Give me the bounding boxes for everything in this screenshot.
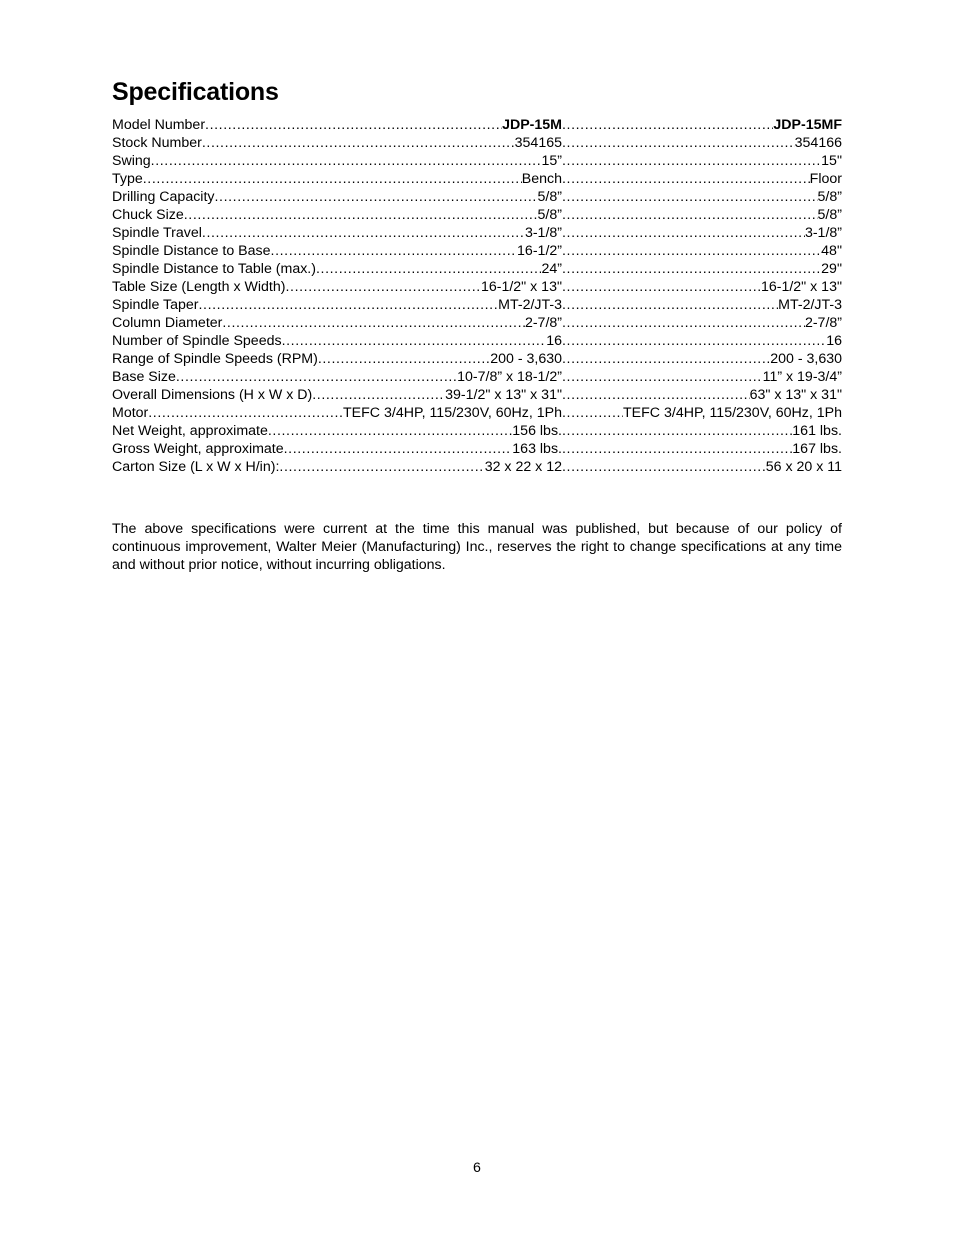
spec-label: Column Diameter bbox=[112, 315, 223, 331]
spec-label: Number of Spindle Speeds bbox=[112, 333, 282, 349]
spec-value-jdp-15m: 5/8” bbox=[537, 207, 562, 223]
spec-value-jdp-15m: 5/8” bbox=[537, 189, 562, 205]
spec-value-jdp-15mf: 16 bbox=[826, 333, 842, 349]
spec-row-spindle-travel bbox=[112, 224, 842, 242]
dot-leader bbox=[562, 332, 826, 350]
spec-label: Gross Weight, approximate bbox=[112, 441, 284, 457]
spec-value-jdp-15mf: 161 lbs. bbox=[792, 423, 842, 439]
spec-row-type bbox=[112, 170, 842, 188]
dot-leader bbox=[562, 422, 792, 440]
dot-leader bbox=[562, 206, 818, 224]
dot-leader bbox=[215, 188, 538, 206]
dot-leader bbox=[271, 242, 518, 260]
dot-leader bbox=[268, 422, 512, 440]
specifications-notice: The above specifications were current at the time this manual was published, but because of our policy of continuous improvement, Walter Meier (Manufacturing) Inc., reserves the right to change specifications at any time and without prior notice, without incurring obligations. bbox=[112, 521, 842, 573]
spec-row-swing bbox=[112, 152, 842, 170]
spec-label: Net Weight, approximate bbox=[112, 423, 268, 439]
spec-row-overall-dimensions bbox=[112, 386, 842, 404]
spec-value-jdp-15mf: MT-2/JT-3 bbox=[778, 297, 842, 313]
dot-leader bbox=[279, 458, 484, 476]
dot-leader bbox=[312, 386, 445, 404]
spec-row-motor bbox=[112, 404, 842, 422]
spec-label: Overall Dimensions (H x W x D) bbox=[112, 387, 313, 403]
spec-row-spindle-distance-to-table bbox=[112, 260, 842, 278]
spec-value-jdp-15m: 16-1/2” bbox=[517, 243, 562, 259]
dot-leader bbox=[151, 152, 542, 170]
dot-leader bbox=[285, 278, 480, 296]
dot-leader bbox=[562, 278, 761, 296]
page-number: 6 bbox=[473, 1160, 481, 1176]
spec-value-jdp-15mf: 29" bbox=[821, 261, 842, 277]
spec-row-drilling-capacity bbox=[112, 188, 842, 206]
dot-leader bbox=[282, 332, 547, 350]
spec-label: Stock Number bbox=[112, 135, 202, 151]
spec-row-range-of-spindle-speeds bbox=[112, 350, 842, 368]
spec-value-jdp-15m: 15” bbox=[541, 153, 562, 169]
dot-leader bbox=[176, 368, 457, 386]
dot-leader bbox=[202, 134, 515, 152]
dot-leader bbox=[148, 404, 343, 422]
dot-leader bbox=[143, 170, 522, 188]
spec-value-jdp-15mf: 200 - 3,630 bbox=[770, 351, 842, 367]
spec-label: Table Size (Length x Width) bbox=[112, 279, 286, 295]
dot-leader bbox=[562, 350, 770, 368]
spec-value-jdp-15m: 354165 bbox=[514, 135, 562, 151]
dot-leader bbox=[562, 188, 818, 206]
spec-value-jdp-15mf: JDP-15MF bbox=[773, 117, 842, 133]
spec-value-jdp-15mf: 15" bbox=[821, 153, 842, 169]
dot-leader bbox=[184, 206, 538, 224]
spec-value-jdp-15m: 200 - 3,630 bbox=[490, 351, 562, 367]
page-title: Specifications bbox=[112, 78, 279, 106]
dot-leader bbox=[562, 386, 750, 404]
dot-leader bbox=[222, 314, 525, 332]
dot-leader bbox=[562, 224, 805, 242]
spec-value-jdp-15m: 2-7/8” bbox=[524, 315, 562, 331]
spec-label: Range of Spindle Speeds (RPM) bbox=[112, 351, 318, 367]
spec-value-jdp-15mf: 167 lbs. bbox=[792, 441, 842, 457]
spec-value-jdp-15mf: 16-1/2" x 13" bbox=[760, 279, 842, 295]
spec-value-jdp-15m: TEFC 3/4HP, 115/230V, 60Hz, 1Ph bbox=[343, 405, 562, 421]
spec-value-jdp-15mf: 5/8” bbox=[817, 207, 842, 223]
spec-label: Base Size bbox=[112, 369, 176, 385]
dot-leader bbox=[316, 260, 542, 278]
spec-row-gross-weight bbox=[112, 440, 842, 458]
spec-row-spindle-distance-to-base bbox=[112, 242, 842, 260]
dot-leader bbox=[562, 152, 821, 170]
dot-leader bbox=[562, 314, 805, 332]
spec-value-jdp-15mf: TEFC 3/4HP, 115/230V, 60Hz, 1Ph bbox=[623, 405, 842, 421]
spec-value-jdp-15mf: 56 x 20 x 11 bbox=[765, 459, 842, 475]
dot-leader bbox=[562, 440, 792, 458]
dot-leader bbox=[562, 404, 623, 422]
spec-value-jdp-15m: MT-2/JT-3 bbox=[498, 297, 562, 313]
dot-leader bbox=[562, 296, 778, 314]
dot-leader bbox=[562, 368, 763, 386]
specifications-table bbox=[112, 116, 842, 476]
dot-leader bbox=[205, 116, 502, 134]
spec-label: Drilling Capacity bbox=[112, 189, 215, 205]
spec-value-jdp-15mf: 11” x 19-3/4” bbox=[762, 369, 842, 385]
spec-row-number-of-spindle-speeds bbox=[112, 332, 842, 350]
dot-leader bbox=[562, 134, 795, 152]
spec-value-jdp-15m: 16 bbox=[546, 333, 562, 349]
spec-label: Swing bbox=[112, 153, 151, 169]
dot-leader bbox=[562, 170, 810, 188]
spec-value-jdp-15m: Bench bbox=[521, 171, 562, 187]
dot-leader bbox=[562, 242, 821, 260]
spec-label: Type bbox=[112, 171, 143, 187]
spec-row-base-size bbox=[112, 368, 842, 386]
dot-leader bbox=[199, 296, 499, 314]
spec-label: Spindle Travel bbox=[112, 225, 202, 241]
spec-value-jdp-15m: 3-1/8” bbox=[524, 225, 562, 241]
dot-leader bbox=[562, 116, 773, 134]
spec-value-jdp-15mf: 5/8” bbox=[817, 189, 842, 205]
spec-value-jdp-15mf: 3-1/8” bbox=[804, 225, 842, 241]
dot-leader bbox=[318, 350, 490, 368]
spec-row-carton-size bbox=[112, 458, 842, 476]
spec-label: Spindle Distance to Table (max.) bbox=[112, 261, 316, 277]
spec-value-jdp-15mf: 63" x 13" x 31" bbox=[749, 387, 842, 403]
spec-row-spindle-taper bbox=[112, 296, 842, 314]
spec-label: Motor bbox=[112, 405, 149, 421]
spec-row-column-diameter bbox=[112, 314, 842, 332]
dot-leader bbox=[562, 260, 821, 278]
spec-value-jdp-15m: 24” bbox=[541, 261, 562, 277]
spec-row-net-weight bbox=[112, 422, 842, 440]
spec-row-model-number bbox=[112, 116, 842, 134]
spec-row-table-size bbox=[112, 278, 842, 296]
spec-value-jdp-15mf: 2-7/8” bbox=[804, 315, 842, 331]
dot-leader bbox=[284, 440, 513, 458]
spec-row-chuck-size bbox=[112, 206, 842, 224]
spec-value-jdp-15m: 10-7/8” x 18-1/2” bbox=[457, 369, 562, 385]
spec-value-jdp-15m: 39-1/2" x 13" x 31" bbox=[445, 387, 562, 403]
spec-value-jdp-15m: 16-1/2" x 13" bbox=[480, 279, 562, 295]
spec-value-jdp-15m: 163 lbs. bbox=[512, 441, 562, 457]
spec-label: Chuck Size bbox=[112, 207, 184, 223]
spec-value-jdp-15m: 32 x 22 x 12 bbox=[484, 459, 562, 475]
spec-label: Model Number bbox=[112, 117, 206, 133]
spec-value-jdp-15mf: 354166 bbox=[794, 135, 842, 151]
spec-label: Carton Size (L x W x H/in): bbox=[112, 459, 280, 475]
spec-value-jdp-15mf: Floor bbox=[809, 171, 842, 187]
spec-value-jdp-15m: JDP-15M bbox=[502, 117, 562, 133]
dot-leader bbox=[202, 224, 525, 242]
spec-value-jdp-15m: 156 lbs. bbox=[512, 423, 562, 439]
dot-leader bbox=[562, 458, 766, 476]
spec-label: Spindle Taper bbox=[112, 297, 199, 313]
spec-label: Spindle Distance to Base bbox=[112, 243, 271, 259]
spec-row-stock-number bbox=[112, 134, 842, 152]
spec-value-jdp-15mf: 48" bbox=[821, 243, 842, 259]
